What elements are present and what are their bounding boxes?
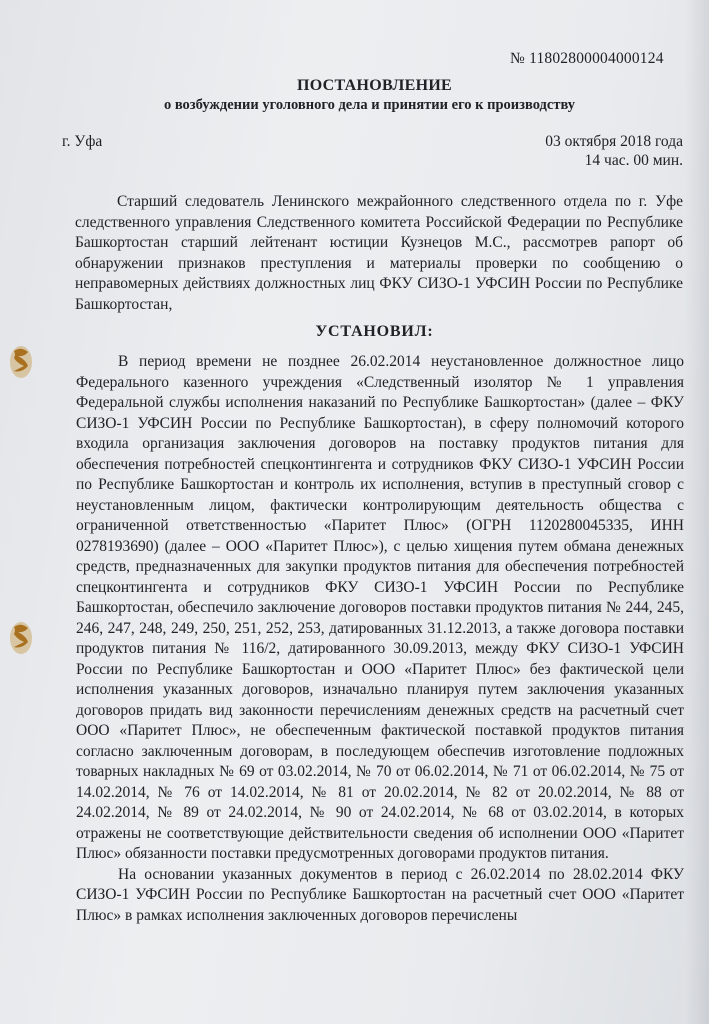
page-edge-shadow (685, 0, 709, 1024)
document-number: № 11802800004000124 (510, 50, 664, 67)
body-paragraph-1: В период времени не позднее 26.02.2014 неустановленное должностное лицо Федерального казенного учреждения «Следственный изолятор № 1 управления Федеральной службы исполнения наказаний по Республике Башкортостан» (далее – ФКУ СИЗО-1 УФСИН России по Республике Башкортостан), в сферу полномочий которого входила организация заключения договоров на поставку продуктов питания для обеспечения потребностей спецконтингента и сотрудников ФКУ СИЗО-1 УФСИН России по Республике Башкортостан и контроль их исполнения, вступив в преступный сговор с неустановленным лицом, фактически контролирующим деятельность общества с ограниченной ответственностью «Паритет Плюс» (ОГРН 1120280045335, ИНН 0278193690) (далее – ООО «Паритет Плюс»), с целью хищения путем обмана денежных средств, предназначенных для закупки продуктов питания для обеспечения потребностей спецконтингента и сотрудников ФКУ СИЗО-1 УФСИН России по Республике Башкортостан, обеспечило заключение договоров поставки продуктов питания № 244, 245, 246, 247, 248, 249, 250, 251, 252, 253, датированных 31.12.2013, а также договора поставки продуктов питания № 116/2, датированного 30.09.2013, между ФКУ СИЗО-1 УФСИН России по Республике Башкортостан и ООО «Паритет Плюс» без фактической цели исполнения указанных договоров, изначально планируя путем заключения указанных договоров придать вид законности перечислениям денежных средств на расчетный счет ООО «Паритет Плюс», не обеспеченным фактической поставкой продуктов питания согласно заключенным договорам, в последующем обеспечив изготовление подложных товарных накладных № 69 от 03.02.2014, № 70 от 06.02.2014, № 71 от 06.02.2014, № 75 от 14.02.2014, № 76 от 14.02.2014, № 81 от 20.02.2014, № 82 от 20.02.2014, № 88 от 24.02.2014, № 89 от 24.02.2014, № 90 от 24.02.2014, № 68 от 03.02.2014, в которых отражены не соответствующие действительности сведения об исполнении ООО «Паритет Плюс» обязанности поставки предусмотренных договорами продуктов питания. (76, 353, 684, 862)
binding-hole-bottom (8, 620, 34, 656)
established-heading: УСТАНОВИЛ: (315, 323, 434, 340)
document-city: г. Уфа (62, 133, 103, 150)
document-subtitle: о возбуждении уголовного дела и принятии его к производству (163, 97, 576, 113)
body-section (76, 352, 684, 926)
document-date: 03 октября 2018 года (545, 133, 683, 150)
body-paragraph-2: На основании указанных документов в период с 26.02.2014 по 28.02.2014 ФКУ СИЗО-1 УФСИН России по Республике Башкортостан на расчетный счет ООО «Паритет Плюс» в рамках исполнения заключенных договоров перечислены (76, 865, 684, 924)
intro-paragraph: Старший следователь Ленинского межрайонного следственного отдела по г. Уфе следственного управления Следственного комитета Российской Федерации по Республике Башкортостан старший лейтенант юстиции Кузнецов М.С., рассмотрев рапорт об обнаружении признаков преступления и материалы проверки по сообщению о неправомерных действиях должностных лиц ФКУ СИЗО-1 УФСИН России по Республике Башкортостан, (75, 193, 683, 313)
document-title: ПОСТАНОВЛЕНИЕ (296, 77, 453, 94)
intro-section (75, 192, 683, 316)
binding-hole-top (8, 344, 34, 380)
document-time: 14 час. 00 мин. (584, 152, 683, 169)
